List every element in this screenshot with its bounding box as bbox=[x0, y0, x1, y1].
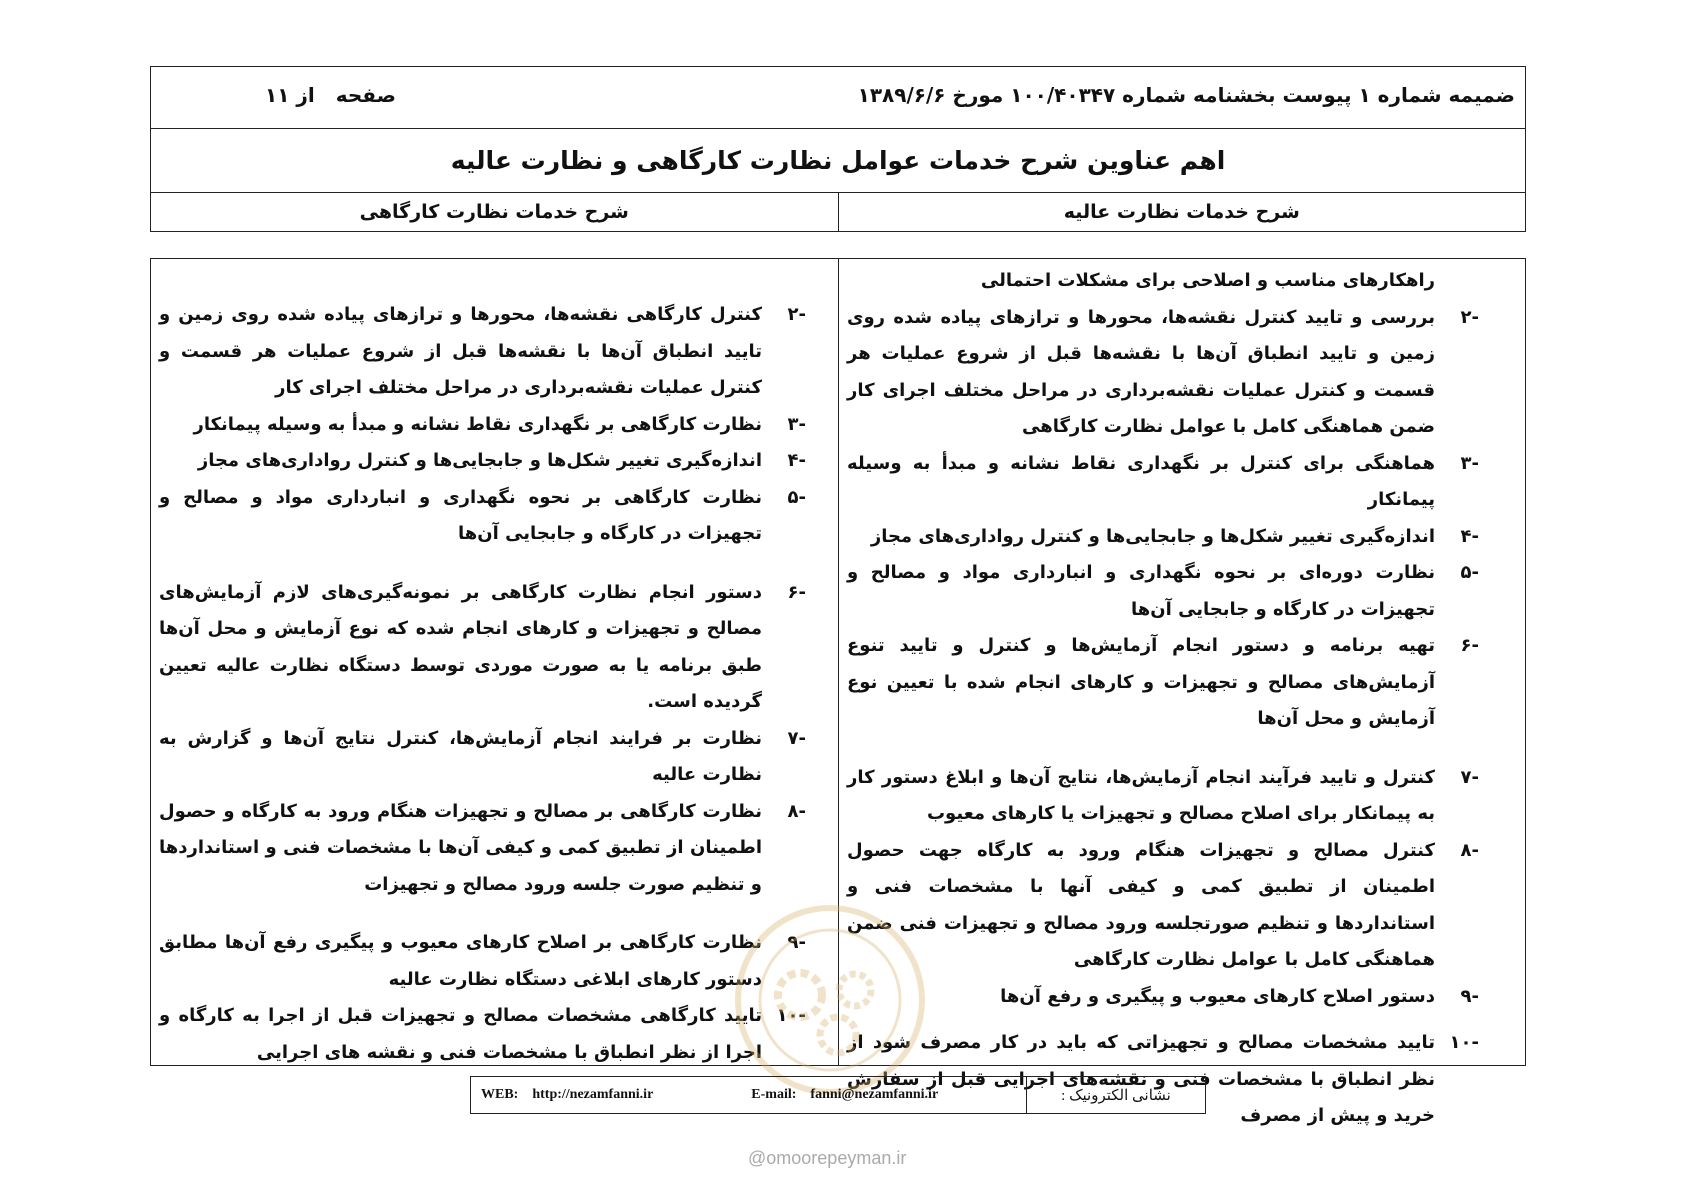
column-headers-row bbox=[151, 193, 1525, 231]
list-item bbox=[847, 628, 1479, 738]
list-item bbox=[159, 443, 806, 480]
list-item bbox=[159, 407, 806, 444]
item-number: -۷ bbox=[787, 727, 806, 749]
email-link[interactable]: fanni@nezamfanni.ir bbox=[810, 1087, 939, 1102]
item-number: -۲ bbox=[1460, 306, 1479, 328]
page-number bbox=[251, 83, 396, 107]
item-text: هماهنگی برای کنترل بر نگهداری نقاط نشانه و مبدأ به وسیله پیمانکار bbox=[847, 452, 1435, 510]
column-header-site-supervision: شرح خدمات نظارت کارگاهی bbox=[151, 193, 839, 231]
item-text: کنترل و تایید فرآیند انجام آزمایش‌ها، نتایج آن‌ها و ابلاغ دستور کار به پیمانکار برای اصلاح مصالح و تجهیزات یا کارهای معیوب bbox=[847, 766, 1435, 824]
item-number: -۱۰ bbox=[776, 1005, 806, 1026]
list-item bbox=[159, 925, 806, 998]
list-item bbox=[159, 297, 806, 407]
item-text: اندازه‌گیری تغییر شکل‌ها و جابجایی‌ها و کنترل رواداری‌های مجاز bbox=[870, 525, 1435, 547]
list-item bbox=[847, 519, 1479, 556]
item-text: تایید مشخصات مصالح و تجهیزاتی که باید در کار مصرف شود از نظر انطباق با مشخصات فنی و نقشه‌های اجرایی قبل از سفارش خرید و پیش از مصرف bbox=[847, 1032, 1435, 1126]
item-text: نظارت دوره‌ای بر نحوه نگهداری و انبارداری مواد و مصالح و تجهیزات در کارگاه و جابجایی آن‌ها bbox=[847, 562, 1435, 620]
item-number: -۱۰ bbox=[1449, 1032, 1479, 1053]
list-item bbox=[159, 575, 806, 721]
list-item bbox=[847, 555, 1479, 628]
list-item bbox=[847, 979, 1479, 1016]
item-number: -۳ bbox=[787, 413, 806, 435]
title-row bbox=[151, 129, 1525, 193]
item-text: اندازه‌گیری تغییر شکل‌ها و جابجایی‌ها و کنترل رواداری‌های مجاز bbox=[197, 450, 762, 471]
item-number: -۶ bbox=[787, 581, 806, 603]
footer-contact-box bbox=[470, 1076, 1206, 1114]
item-text: کنترل کارگاهی نقشه‌ها، محورها و ترازهای پیاده شده روی زمین و تایید انطباق آن‌ها با نقشه‌ها قبل از شروع عملیات هر قسمت و کنترل عملیات نقشه‌برداری در مراحل مختلف اجرای کار bbox=[159, 304, 762, 398]
item-number: -۲ bbox=[787, 304, 806, 325]
list-item bbox=[159, 794, 806, 904]
footer-label: نشانی الکترونیک : bbox=[1026, 1077, 1205, 1113]
item-text: دستور اصلاح کارهای معیوب و پیگیری و رفع آن‌ها bbox=[1000, 985, 1435, 1007]
item-text: بررسی و تایید کنترل نقشه‌ها، محورها و ترازهای پیاده شده روی زمین و تایید انطباق آن‌ها با نقشه‌ها قبل از شروع عملیات هر قسمت و کنترل عملیات نقشه‌برداری در مراحل مختلف اجرای کار ضمن هماهنگی کامل با عوامل نظارت کارگاهی bbox=[847, 306, 1435, 437]
list-item bbox=[847, 833, 1479, 979]
item-text: نظارت کارگاهی بر نحوه نگهداری و انبارداری مواد و مصالح و تجهیزات در کارگاه و جابجایی آن‌ها bbox=[159, 486, 762, 544]
item-number: -۵ bbox=[787, 486, 806, 508]
item-number: -۴ bbox=[787, 450, 806, 471]
list-item bbox=[159, 480, 806, 553]
item-number: -۸ bbox=[787, 800, 806, 822]
item-text: نظارت کارگاهی بر مصالح و تجهیزات هنگام ورود به کارگاه و حصول اطمینان از تطبیق کمی و کیفی آن‌ها با مشخصات فنی و استانداردها و تنظیم صورت جلسه ورود مصالح و تجهیزات bbox=[159, 800, 762, 895]
item-number: -۷ bbox=[1460, 766, 1479, 788]
item-number: -۸ bbox=[1460, 839, 1479, 861]
item-number: -۹ bbox=[1460, 985, 1479, 1007]
list-item bbox=[159, 721, 806, 794]
column-header-high-supervision: شرح خدمات نظارت عالیه bbox=[1063, 201, 1300, 223]
footer-info bbox=[471, 1077, 1026, 1113]
item-number: -۳ bbox=[1460, 452, 1479, 474]
email-label: E-mail: bbox=[751, 1087, 797, 1102]
document-title: اهم عناوین شرح خدمات عوامل نظارت کارگاهی و نظارت عالیه bbox=[450, 146, 1226, 175]
item-text: تهیه برنامه و دستور انجام آزمایش‌ها و کنترل و تایید تنوع آزمایش‌های مصالح و تجهیزات و کارهای انجام شده با تعیین نوع آزمایش و محل آن‌ها bbox=[847, 635, 1435, 729]
reference-row bbox=[151, 67, 1525, 129]
item-text: تایید کارگاهی مشخصات مصالح و تجهیزات قبل از اجرا به کارگاه و اجرا از نظر انطباق با مشخصات فنی و نقشه های اجرایی bbox=[159, 1005, 762, 1063]
list-item bbox=[847, 300, 1479, 446]
page-of: از ۱۱ bbox=[265, 83, 315, 107]
item-number: -۴ bbox=[1460, 525, 1479, 547]
stamp-watermark-icon bbox=[730, 900, 930, 1100]
item-text: نظارت کارگاهی بر اصلاح کارهای معیوب و پیگیری رفع آن‌ها مطابق دستور کارهای ابلاغی دستگاه نظارت عالیه bbox=[159, 932, 762, 990]
item-text: نظارت بر فرایند انجام آزمایش‌ها، کنترل نتایج آن‌ها و گزارش به نظارت عالیه bbox=[159, 727, 762, 785]
intro-continuation: راهکارهای مناسب و اصلاحی برای مشکلات احتمالی bbox=[980, 270, 1435, 291]
item-number: -۶ bbox=[1460, 635, 1479, 656]
page-label: صفحه bbox=[335, 83, 396, 107]
list-item bbox=[847, 446, 1479, 519]
web-link[interactable]: http://nezamfanni.ir bbox=[532, 1087, 654, 1102]
watermark-text: @omoorepeyman.ir bbox=[748, 1148, 907, 1168]
item-text: کنترل مصالح و تجهیزات هنگام ورود به کارگاه جهت حصول اطمینان از تطبیق کمی و کیفی آنها با مشخصات فنی و استانداردها و تنظیم صورتجلسه ورود مصالح و تجهیزات فنی ضمن هماهنگی کامل با عوامل نظارت کارگاهی bbox=[847, 839, 1435, 970]
item-number: -۹ bbox=[787, 932, 806, 953]
item-number: -۵ bbox=[1460, 562, 1479, 583]
web-label: WEB: bbox=[481, 1087, 519, 1102]
list-item bbox=[847, 760, 1479, 833]
item-text: نظارت کارگاهی بر نگهداری نقاط نشانه و مبدأ به وسیله پیمانکار bbox=[193, 413, 762, 435]
item-text: دستور انجام نظارت کارگاهی بر نمونه‌گیری‌های لازم آزمایش‌های مصالح و تجهیزات و کارهای انجام شده که نوع آزمایش و محل آن‌ها طبق برنامه یا به صورت موردی توسط دستگاه نظارت عالیه تعیین گردیده است. bbox=[159, 581, 762, 712]
list-item bbox=[159, 998, 806, 1071]
header-table bbox=[150, 66, 1526, 232]
reference-line: ضمیمه شماره ۱ پیوست بخشنامه شماره ۱۰۰/۴۰۳۴۷ مورخ ۱۳۸۹/۶/۶ bbox=[857, 83, 1515, 107]
